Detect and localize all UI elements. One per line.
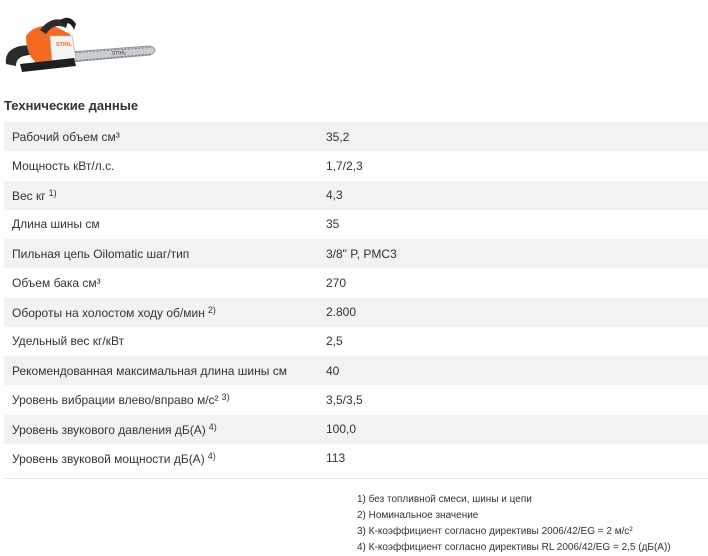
spec-label-cell: [4, 385, 318, 414]
footnote-2: 2) Номинальное значение: [357, 510, 479, 521]
spec-row: [4, 181, 708, 210]
spec-label: Удельный вес кг/кВт: [12, 334, 125, 349]
spec-label-cell: [4, 298, 318, 327]
spec-label-cell: [4, 181, 318, 210]
footnote-reference: 1): [48, 187, 57, 198]
spec-row: [4, 239, 708, 268]
svg-text:STIHL: STIHL: [111, 50, 127, 57]
footnote-reference: 3): [221, 392, 230, 403]
spec-label: Уровень вибрации влево/вправо м/с²: [12, 393, 219, 408]
spec-label: Пильная цепь Oilomatic шаг/тип: [12, 246, 190, 261]
spec-value: 35,2: [318, 122, 708, 151]
spec-row: [4, 151, 708, 180]
spec-label: Вес кг: [12, 188, 46, 203]
footnotes: [357, 492, 671, 556]
spec-label: Мощность кВт/л.с.: [12, 158, 115, 173]
spec-value: 113: [326, 451, 346, 466]
spec-label-cell: [4, 444, 318, 473]
footnote-reference: 4): [208, 421, 217, 432]
spec-value: 35: [326, 217, 340, 232]
spec-row: [4, 298, 708, 327]
spec-value: 1,7/2,3: [326, 158, 363, 173]
spec-label: Рабочий объем см³: [12, 129, 120, 144]
spec-label: Длина шины см: [12, 217, 100, 232]
footnote-3: 3) К-коэффициент согласно директивы 2006/42/EG = 2 м/с²: [357, 526, 633, 537]
spec-value: 3,5/3,5: [326, 392, 363, 407]
spec-label-cell: [4, 210, 318, 239]
spec-row: [4, 122, 708, 151]
brand-label: STIHL: [56, 42, 72, 48]
footnote-1: 1) без топливной смеси, шины и цепи: [357, 494, 532, 505]
spec-label-cell: [4, 327, 318, 356]
spec-label: Уровень звукового давления дБ(А): [12, 422, 206, 437]
spec-row: [4, 385, 708, 414]
chainsaw-image: [0, 6, 160, 86]
spec-row: [4, 444, 708, 473]
spec-label: Объем бака см³: [12, 275, 101, 290]
footnote-reference: 4): [207, 450, 216, 461]
spec-value: 40: [318, 356, 708, 385]
spec-value: 2.800: [318, 298, 708, 327]
spec-row: [4, 268, 708, 297]
spec-row: [4, 210, 708, 239]
footnote-4: 4) К-коэффициент согласно директивы RL 2006/42/EG = 2,5 (дБ(А)): [357, 542, 671, 553]
spec-value: 2,5: [326, 334, 343, 349]
specifications-table: [4, 122, 708, 473]
spec-row: [4, 356, 708, 385]
spec-row: [4, 415, 708, 444]
spec-label: Уровень звуковой мощности дБ(А): [12, 451, 205, 466]
footnote-reference: 2): [207, 304, 216, 315]
spec-label-cell: [4, 122, 318, 151]
spec-label-cell: [4, 415, 318, 444]
spec-label-cell: [4, 268, 318, 297]
spec-value: 100,0: [318, 415, 708, 444]
spec-label-cell: [4, 239, 318, 268]
divider: [4, 478, 708, 479]
spec-row: [4, 327, 708, 356]
spec-value: 4,3: [318, 181, 708, 210]
spec-label-cell: [4, 356, 318, 385]
spec-label: Рекомендованная максимальная длина шины см: [12, 363, 287, 378]
spec-label-cell: [4, 151, 318, 180]
section-title: Технические данные: [4, 98, 139, 113]
spec-value: 270: [326, 275, 347, 290]
spec-label: Обороты на холостом ходу об/мин: [12, 305, 205, 320]
spec-value: 3/8" P, PMC3: [318, 239, 708, 268]
